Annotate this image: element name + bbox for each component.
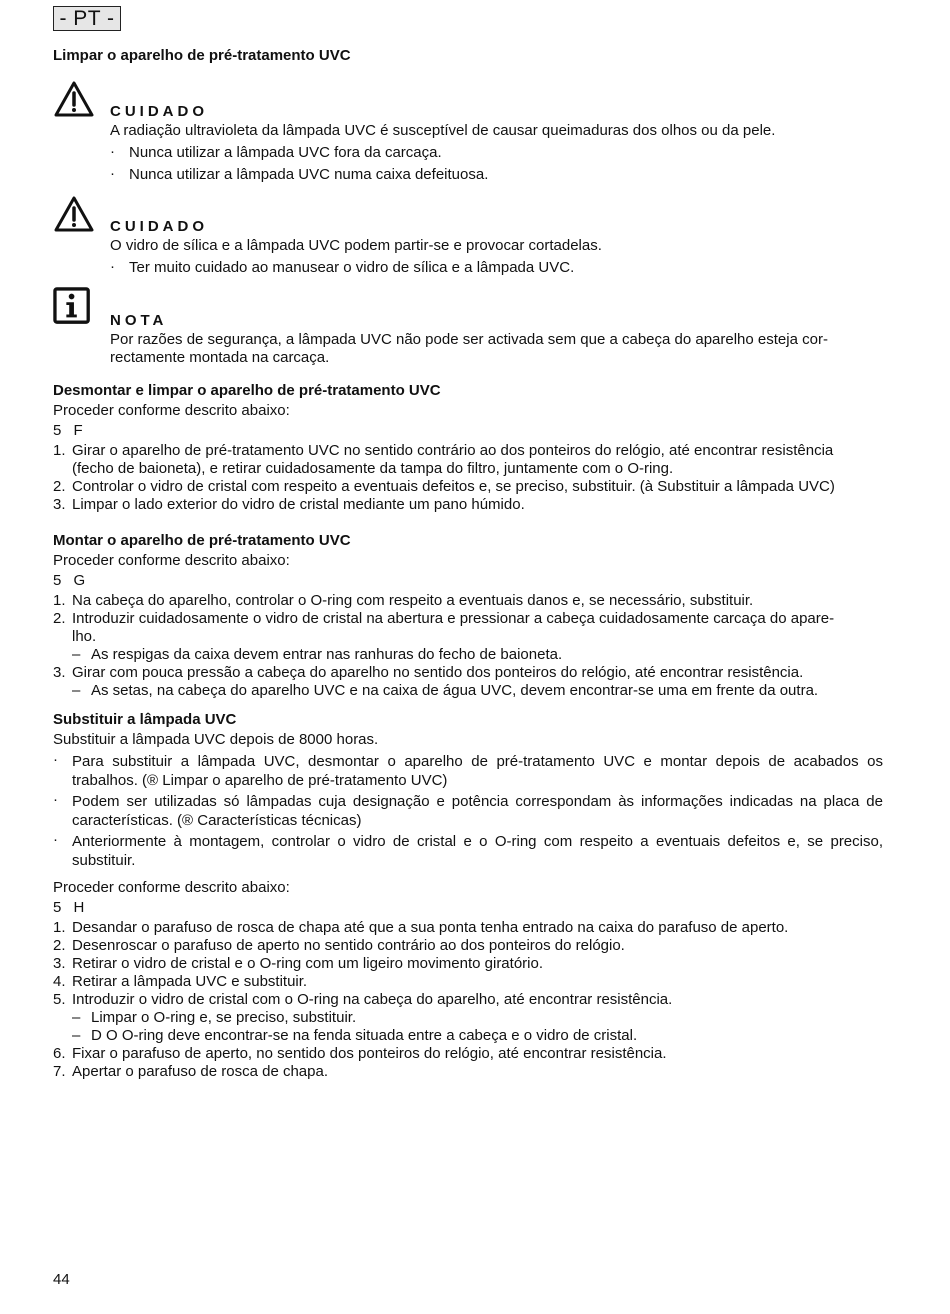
sub-step-item: – Limpar o O-ring e, se preciso, substituir. xyxy=(72,1009,357,1026)
step-item: 1. Girar o aparelho de pré-tratamento UVC no sentido contrário ao dos ponteiros do relógio, até encontrar resistência (fecho de baioneta), e retirar cuidadosamente da tampa do filtro, juntamente com o O-ring. xyxy=(53,442,834,477)
notice-heading: NOTA xyxy=(110,312,168,329)
step-item: 3. Retirar o vidro de cristal e o O-ring com um ligeiro movimento giratório. xyxy=(53,955,543,972)
page-number: 44 xyxy=(53,1271,70,1288)
section-heading: Substituir a lâmpada UVC xyxy=(53,711,237,728)
section-intro: Proceder conforme descrito abaixo: xyxy=(53,879,290,896)
language-tag: - PT - xyxy=(53,6,121,31)
step-item: 2. Controlar o vidro de cristal com respeito a eventuais defeitos e, se preciso, substituir. (à Substituir a lâmpada UVC) xyxy=(53,478,835,495)
section-intro: Proceder conforme descrito abaixo: xyxy=(53,552,290,569)
warning-triangle-icon xyxy=(53,80,95,120)
bullet-item: · Podem ser utilizadas só lâmpadas cuja designação e potência correspondam às informações indicadas na placa de características. (® Características técnicas) xyxy=(53,791,883,829)
step-item: 4. Retirar a lâmpada UVC e substituir. xyxy=(53,973,308,990)
step-item: 2. Introduzir cuidadosamente o vidro de cristal na abertura e pressionar a cabeça cuidadosamente carcaça do apare- lho. xyxy=(53,610,835,645)
caution-notice-1 xyxy=(53,80,893,190)
sub-step-item: – As setas, na cabeça do aparelho UVC e na caixa de água UVC, devem encontrar-se uma em frente da outra. xyxy=(72,682,819,699)
figure-reference: 5 H xyxy=(53,899,85,916)
section-intro: Proceder conforme descrito abaixo: xyxy=(53,402,290,419)
step-item: 3. Limpar o lado exterior do vidro de cristal mediante um pano húmido. xyxy=(53,496,525,513)
page-title: Limpar o aparelho de pré-tratamento UVC xyxy=(53,47,351,64)
note-notice xyxy=(53,287,893,367)
section-heading: Desmontar e limpar o aparelho de pré-tratamento UVC xyxy=(53,382,441,399)
caution-notice-2 xyxy=(53,195,893,285)
notice-text: O vidro de sílica e a lâmpada UVC podem partir-se e provocar cortadelas. xyxy=(110,237,602,254)
notice-heading: CUIDADO xyxy=(110,218,208,235)
assemble-section xyxy=(53,532,883,700)
step-item: 1. Na cabeça do aparelho, controlar o O-ring com respeito a eventuais danos e, se necessário, substituir. xyxy=(53,592,754,609)
step-item: 5. Introduzir o vidro de cristal com o O-ring na cabeça do aparelho, até encontrar resistência. xyxy=(53,991,673,1008)
notice-bullet: · Nunca utilizar a lâmpada UVC fora da carcaça. xyxy=(110,143,442,161)
disassemble-section xyxy=(53,382,883,514)
bullet-item: · Para substituir a lâmpada UVC, desmontar o aparelho de pré-tratamento UVC e montar depois de acabados os trabalhos. (® Limpar o aparelho de pré-tratamento UVC) xyxy=(53,751,883,789)
notice-bullet: · Ter muito cuidado ao manusear o vidro de sílica e a lâmpada UVC. xyxy=(110,258,575,276)
notice-bullet: · Nunca utilizar a lâmpada UVC numa caixa defeituosa. xyxy=(110,165,489,183)
notice-heading: CUIDADO xyxy=(110,103,208,120)
warning-triangle-icon xyxy=(53,195,95,235)
info-note-icon xyxy=(53,287,93,325)
step-item: 7. Apertar o parafuso de rosca de chapa. xyxy=(53,1063,328,1080)
step-item: 1. Desandar o parafuso de rosca de chapa até que a sua ponta tenha entrado na caixa do parafuso de aperto. xyxy=(53,919,789,936)
figure-reference: 5 F xyxy=(53,422,83,439)
bullet-item: · Anteriormente à montagem, controlar o vidro de cristal e o O-ring com respeito a eventuais defeitos e, se preciso, substituir. xyxy=(53,831,883,869)
sub-step-item: – D O O-ring deve encontrar-se na fenda situada entre a cabeça e o vidro de cristal. xyxy=(72,1027,638,1044)
notice-text-line: rectamente montada na carcaça. xyxy=(110,349,330,366)
sub-step-item: – As respigas da caixa devem entrar nas ranhuras do fecho de baioneta. xyxy=(72,646,563,663)
figure-reference: 5 G xyxy=(53,572,86,589)
section-intro: Substituir a lâmpada UVC depois de 8000 horas. xyxy=(53,731,379,748)
step-item: 6. Fixar o parafuso de aperto, no sentido dos ponteiros do relógio, até encontrar resistência. xyxy=(53,1045,667,1062)
section-heading: Montar o aparelho de pré-tratamento UVC xyxy=(53,532,351,549)
step-item: 2. Desenroscar o parafuso de aperto no sentido contrário ao dos ponteiros do relógio. xyxy=(53,937,625,954)
notice-text: A radiação ultravioleta da lâmpada UVC é susceptível de causar queimaduras dos olhos ou da pele. xyxy=(110,122,776,139)
step-item: 3. Girar com pouca pressão a cabeça do aparelho no sentido dos ponteiros do relógio, até encontrar resistência. xyxy=(53,664,804,681)
replace-lamp-section xyxy=(53,711,883,1081)
notice-text-line: Por razões de segurança, a lâmpada UVC não pode ser activada sem que a cabeça do aparelho esteja cor- xyxy=(110,331,828,348)
